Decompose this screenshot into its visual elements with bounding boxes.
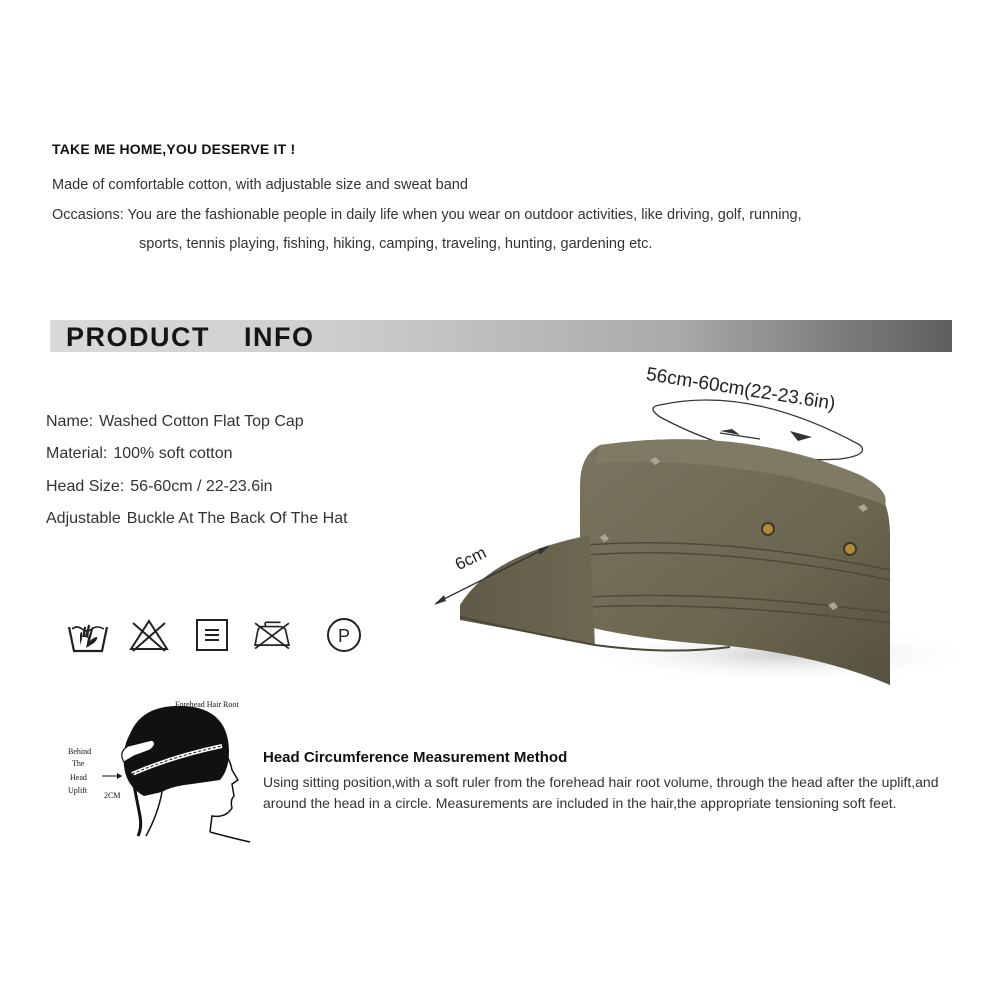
behind-label-3: Head bbox=[70, 773, 87, 782]
spec-key: Name: bbox=[46, 413, 94, 430]
banner-title: PRODUCT INFO bbox=[66, 322, 315, 352]
behind-label-4: Uplift bbox=[68, 786, 88, 795]
spec-adjustable bbox=[46, 510, 348, 528]
intro-line-3: sports, tennis playing, fishing, hiking, camping, traveling, hunting, gardening etc. bbox=[139, 236, 653, 252]
svg-text:P: P bbox=[337, 626, 351, 646]
spec-key: Adjustable bbox=[46, 510, 121, 527]
measurement-body: Using sitting position,with a soft ruler from the forehead hair root volume, through the head after the uplift,and around the head in a circle. Measurements are included in the hair,the appropriate tensioning soft feet. bbox=[263, 774, 939, 811]
offset-label: 2CM bbox=[104, 791, 121, 800]
hand-wash-icon bbox=[66, 615, 110, 655]
cap-product-image bbox=[420, 355, 980, 695]
behind-label-1: Behind bbox=[68, 747, 92, 756]
no-iron-icon bbox=[250, 615, 294, 655]
intro-line-1: Made of comfortable cotton, with adjustable size and sweat band bbox=[52, 177, 468, 193]
intro-line-2: Occasions: You are the fashionable people in daily life when you wear on outdoor activities, like driving, golf, running, bbox=[52, 207, 802, 223]
spec-value: 56-60cm / 22-23.6in bbox=[130, 478, 273, 495]
forehead-label: Forehead Hair Root bbox=[175, 700, 239, 709]
spec-value: Buckle At The Back Of The Hat bbox=[126, 510, 348, 527]
head-measurement-diagram bbox=[62, 696, 252, 846]
spec-value: 100% soft cotton bbox=[113, 445, 233, 462]
measurement-title: Head Circumference Measurement Method bbox=[263, 749, 568, 766]
tagline: TAKE ME HOME,YOU DESERVE IT ! bbox=[52, 141, 296, 157]
spec-key: Material: bbox=[46, 445, 108, 462]
behind-label-2: The bbox=[72, 759, 85, 768]
brim-length-label: 6cm bbox=[452, 542, 490, 575]
spec-value: Washed Cotton Flat Top Cap bbox=[99, 413, 304, 430]
spec-key: Head Size: bbox=[46, 478, 125, 495]
dry-clean-p-icon bbox=[322, 615, 366, 655]
hang-dry-icon bbox=[190, 615, 234, 655]
no-bleach-icon bbox=[127, 615, 171, 655]
spec-material bbox=[46, 445, 233, 463]
spec-head-size bbox=[46, 478, 273, 496]
spec-name bbox=[46, 413, 304, 431]
circumference-label: 56cm-60cm(22-23.6in) bbox=[644, 364, 837, 415]
product-info-banner bbox=[50, 320, 952, 352]
